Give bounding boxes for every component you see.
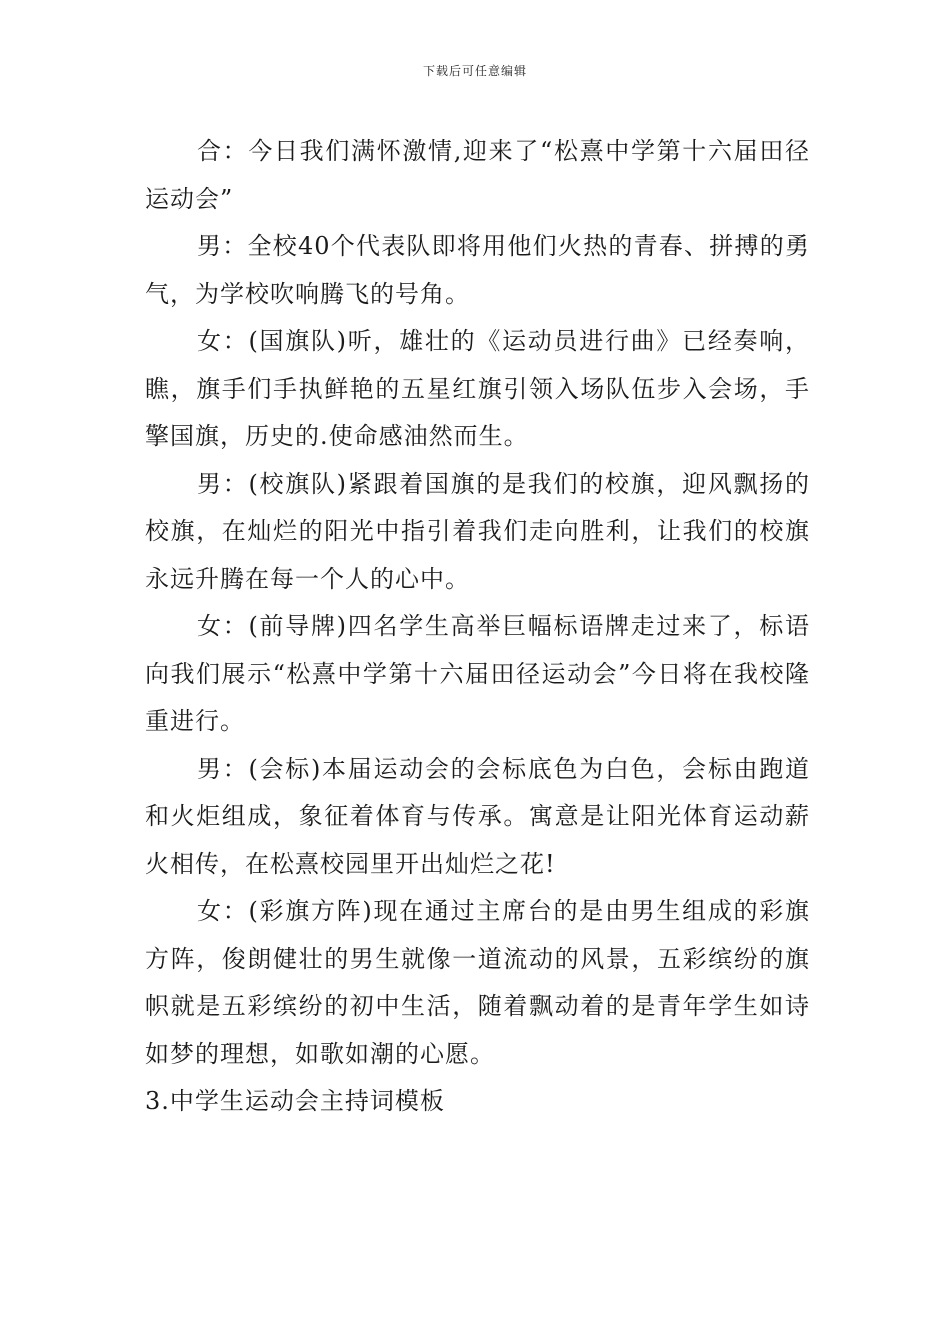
paragraph-female-lead-sign: 女：(前导牌)四名学生高举巨幅标语牌走过来了，标语向我们展示“松熹中学第十六届田径运动会”今日将在我校隆重进行。 (145, 612, 810, 735)
paragraph-male-school-flag: 男：(校旗队)紧跟着国旗的是我们的校旗，迎风飘扬的校旗，在灿烂的阳光中指引着我们走向胜利，让我们的校旗永远升腾在每一个人的心中。 (145, 469, 810, 593)
section-heading: 3.中学生运动会主持词模板 (145, 1087, 445, 1115)
page-header: 下载后可任意编辑 (422, 64, 527, 78)
paragraph-male-1: 男：全校40个代表队即将用他们火热的青春、拼搏的勇气，为学校吹响腾飞的号角。 (145, 232, 810, 308)
paragraph-female-color-flags: 女：(彩旗方阵)现在通过主席台的是由男生组成的彩旗方阵，俊朗健壮的男生就像一道流动的风景，五彩缤纷的旗帜就是五彩缤纷的初中生活，随着飘动着的是青年学生如诗如梦的理想，如歌如潮的心愿。 (145, 897, 810, 1068)
document-body (145, 128, 810, 1126)
paragraph-female-flag-team: 女：(国旗队)听，雄壮的《运动员进行曲》已经奏响，瞧，旗手们手执鲜艳的五星红旗引领入场队伍步入会场，手擎国旗，历史的.使命感油然而生。 (145, 327, 810, 450)
paragraph-male-emblem: 男：(会标)本届运动会的会标底色为白色，会标由跑道和火炬组成，象征着体育与传承。寓意是让阳光体育运动薪火相传，在松熹校园里开出灿烂之花! (145, 754, 810, 878)
paragraph-opening: 合：今日我们满怀激情,迎来了“松熹中学第十六届田径运动会” (145, 137, 810, 213)
